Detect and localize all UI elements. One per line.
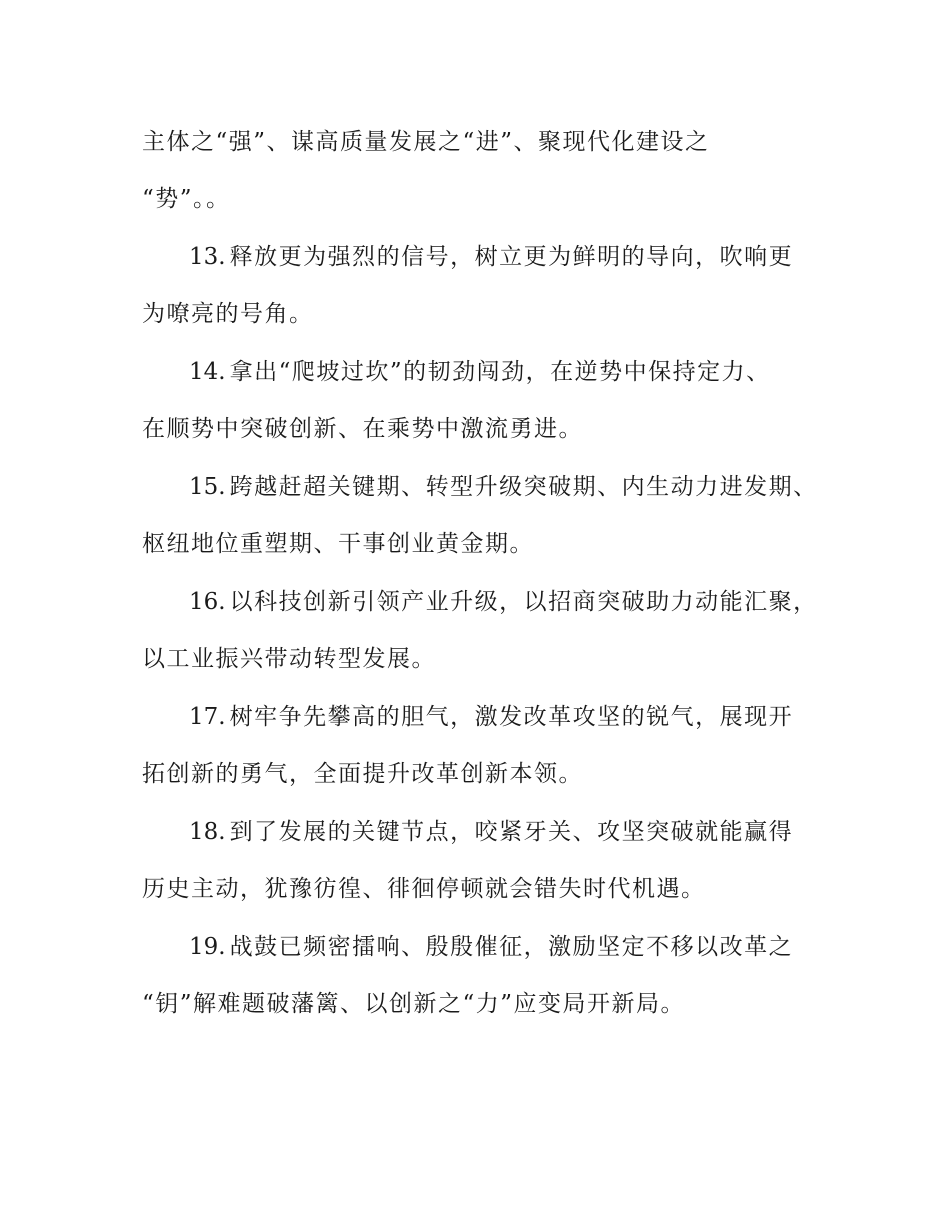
paragraph-number: 15. bbox=[189, 474, 226, 500]
paragraph-16 bbox=[142, 574, 822, 688]
paragraph-line: 为嘹亮的号角。 bbox=[142, 301, 314, 327]
paragraph-continuation bbox=[142, 114, 822, 228]
paragraph-13 bbox=[142, 229, 822, 343]
paragraph-number: 13. bbox=[189, 244, 226, 270]
paragraph-line: 树牢争先攀高的胆气，激发改革攻坚的锐气，展现开 bbox=[229, 704, 794, 730]
paragraph-line: 主体之“强”、谋高质量发展之“进”、聚现代化建设之 bbox=[142, 129, 710, 155]
paragraph-18 bbox=[142, 804, 822, 918]
paragraph-line: “势”。。 bbox=[142, 186, 231, 212]
paragraph-line: 以科技创新引领产业升级，以招商突破助力动能汇聚， bbox=[229, 589, 818, 615]
paragraph-17 bbox=[142, 689, 822, 803]
paragraph-line: 枢纽地位重塑期、干事创业黄金期。 bbox=[142, 531, 534, 557]
paragraph-number: 14. bbox=[189, 359, 226, 385]
paragraph-line: 在顺势中突破创新、在乘势中激流勇进。 bbox=[142, 416, 583, 442]
paragraph-number: 18. bbox=[189, 819, 226, 845]
paragraph-15 bbox=[142, 459, 822, 573]
paragraph-number: 16. bbox=[189, 589, 226, 615]
paragraph-14 bbox=[142, 344, 822, 458]
paragraph-number: 19. bbox=[189, 934, 226, 960]
paragraph-line: 到了发展的关键节点，咬紧牙关、攻坚突破就能赢得 bbox=[229, 819, 794, 845]
paragraph-line: 以工业振兴带动转型发展。 bbox=[142, 646, 436, 672]
paragraph-line: 历史主动，犹豫彷徨、徘徊停顿就会错失时代机遇。 bbox=[142, 876, 706, 902]
paragraph-line: 拿出“爬坡过坎”的韧劲闯劲，在逆势中保持定力、 bbox=[229, 359, 771, 385]
paragraph-line: 跨越赶超关键期、转型升级突破期、内生动力进发期、 bbox=[229, 474, 818, 500]
paragraph-line: 战鼓已频密擂响、殷殷催征，激励坚定不移以改革之 bbox=[229, 934, 794, 960]
paragraph-19 bbox=[142, 919, 822, 1033]
paragraph-line: 释放更为强烈的信号，树立更为鲜明的导向，吹响更 bbox=[229, 244, 794, 270]
paragraph-number: 17. bbox=[189, 704, 226, 730]
paragraph-line: 拓创新的勇气，全面提升改革创新本领。 bbox=[142, 761, 583, 787]
paragraph-line: “钥”解难题破藩篱、以创新之“力”应变局开新局。 bbox=[142, 991, 686, 1017]
